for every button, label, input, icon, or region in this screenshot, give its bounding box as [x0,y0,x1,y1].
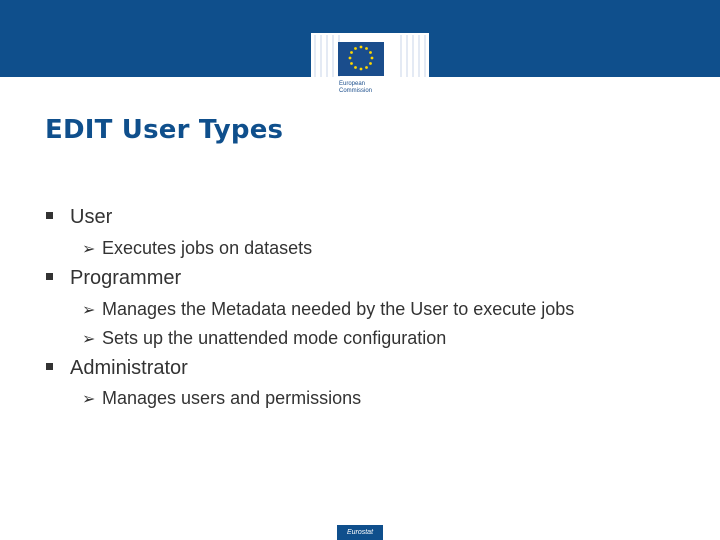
sub-bullet-text: Manages users and permissions [102,388,362,408]
square-bullet-icon [46,212,53,219]
arrow-bullet-icon: ➢ [82,302,96,319]
bullet-programmer [46,267,181,290]
bullet-administrator [46,357,188,380]
square-bullet-icon [46,363,53,370]
logo-wordmark: European Commission [339,81,373,94]
sub-bullet [82,328,446,349]
page-title: EDIT User Types [45,115,284,145]
sub-bullet-text: Executes jobs on datasets [102,238,313,258]
sub-bullet [82,238,312,259]
arrow-bullet-icon: ➢ [82,391,96,408]
arrow-bullet-icon: ➢ [82,331,96,348]
bullet-user [46,206,112,229]
sub-bullet-text: Manages the Metadata needed by the User to execute jobs [102,299,575,319]
bullet-label: Administrator [70,357,188,379]
square-bullet-icon [46,273,53,280]
eurostat-badge: Eurostat [337,525,383,540]
sub-bullet-text: Sets up the unattended mode configuration [102,328,447,348]
bullet-label: User [70,206,113,228]
sub-bullet [82,299,574,320]
arrow-bullet-icon: ➢ [82,241,96,258]
bullet-label: Programmer [70,267,182,289]
sub-bullet [82,388,361,409]
